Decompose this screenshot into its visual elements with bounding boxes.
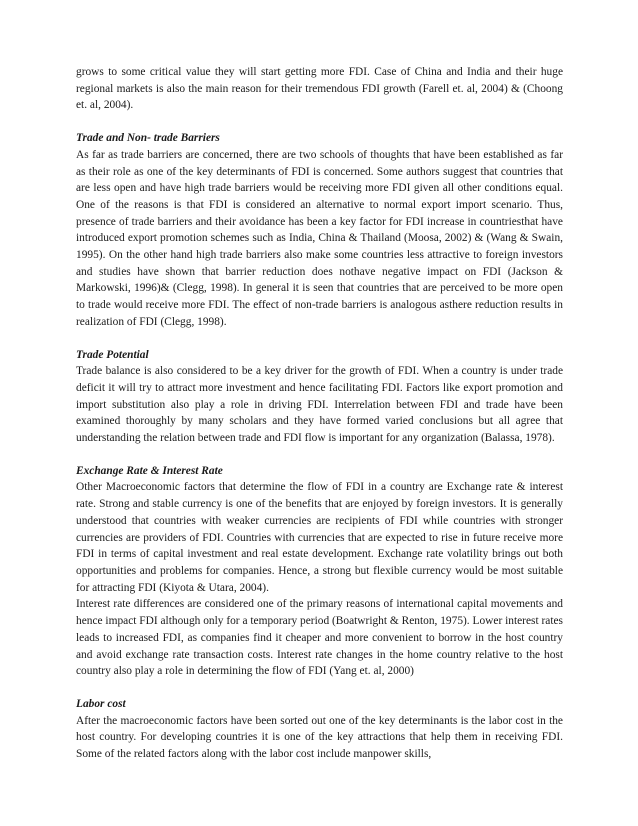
section-paragraph: Other Macroeconomic factors that determine the flow of FDI in a country are Exchange rate & interest rate. Strong and stable currency is one of the benefits that are enjoyed by foreign investors. It is generally understood that countries with weaker currencies are recipients of FDI while countries with stronger currencies are providers of FDI. Countries with currencies that are expected to rise in future receive more FDI in terms of capital investment and real estate development. Exchange rate volatility brings out both opportunities and problems for companies. Hence, a strong but flexible currency would be most suitable for attracting FDI (Kiyota & Utara, 2004). [76, 481, 563, 594]
section-paragraph: As far as trade barriers are concerned, there are two schools of thoughts that have been established as far as their role as one of the key determinants of FDI is concerned. Some authors suggest that countries that are less open and have high trade barriers would be receiving more FDI given all other conditions equal. One of the reasons is that FDI is considered an alternative to normal export import scenario. Thus, presence of trade barriers and their avoidance has been a key factor for FDI increase in countriesthat have introduced export promotion schemes such as India, China & Thailand (Moosa, 2002) & (Wang & Swain, 1995). On the other hand high trade barriers also make some countries less attractive to foreign investors and studies have shown that barrier reduction does nothave negative impact on FDI (Jackson & Markowski, 1996)& (Clegg, 1998). In general it is seen that countries that are perceived to be more open to trade would receive more FDI. The effect of non-trade barriers is analogous asthere reduction results in realization of FDI (Clegg, 1998). [76, 148, 563, 328]
section-labor-cost [76, 696, 563, 763]
section-trade-potential [76, 347, 563, 447]
document-page [76, 64, 563, 763]
section-trade-barriers [76, 130, 563, 330]
section-paragraph: After the macroeconomic factors have been sorted out one of the key determinants is the labor cost in the host country. For developing countries it is one of the key attractions that help them in receiving FDI. Some of the related factors along with the labor cost include manpower skills, [76, 714, 563, 761]
intro-paragraph: grows to some critical value they will start getting more FDI. Case of China and India and their huge regional markets is also the main reason for their tremendous FDI growth (Farell et. al, 2004) & (Choong et. al, 2004). [76, 66, 563, 112]
section-heading: Trade Potential [76, 348, 149, 361]
section-exchange-interest-rate [76, 463, 563, 680]
section-heading: Exchange Rate & Interest Rate [76, 464, 223, 477]
section-paragraph: Interest rate differences are considered one of the primary reasons of international capital movements and hence impact FDI although only for a temporary period (Boatwright & Renton, 1975). Lower interest rates leads to increased FDI, as companies find it cheaper and more convenient to borrow in the host country and avoid exchange rate transaction costs. Interest rate changes in the home country relative to the host country also play a role in determining the flow of FDI (Yang et. al, 2000) [76, 598, 563, 678]
section-heading: Labor cost [76, 697, 126, 710]
section-paragraph: Trade balance is also considered to be a key driver for the growth of FDI. When a country is under trade deficit it will try to attract more investment and hence facilitating FDI. Factors like export promotion and import substitution also play a role in driving FDI. Interrelation between FDI and trade have been examined thoroughly by many scholars and they have formed varied conclusions but all agree that understanding the relation between trade and FDI flow is important for any organization (Balassa, 1978). [76, 365, 563, 445]
section-heading: Trade and Non- trade Barriers [76, 132, 220, 145]
